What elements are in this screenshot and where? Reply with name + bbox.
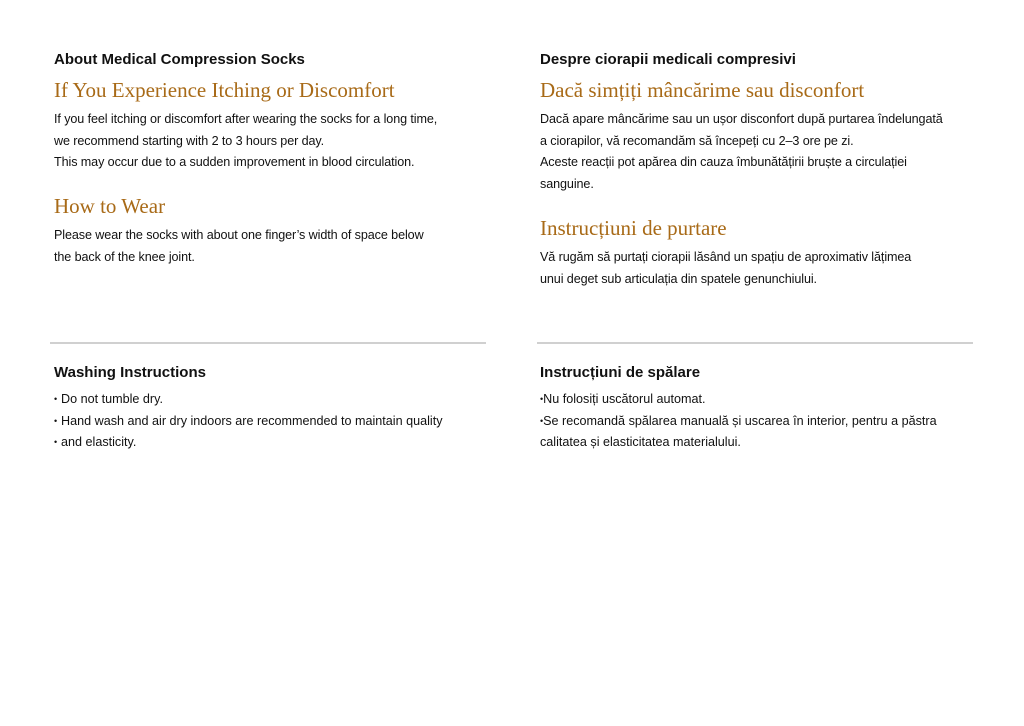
english-wear-line: Please wear the socks with about one finger’s width of space below [54,228,424,242]
bullet-dot-icon: • [540,394,544,404]
english-column [54,0,486,726]
list-item-text: Se recomandă spălarea manuală și uscarea în interior, pentru a păstra [543,413,937,428]
english-washing-list [54,389,443,454]
english-section-title: About Medical Compression Socks [54,51,305,68]
bullet-dot-icon: • [540,415,544,426]
english-itching-line: If you feel itching or discomfort after wearing the socks for a long time, [54,112,438,126]
english-wear-paragraph [54,225,424,268]
romanian-wear-line: Vă rugăm să purtați ciorapii lăsând un spațiu de aproximativ lățimea [540,250,912,264]
romanian-itching-line: Dacă apare mâncărime sau un ușor disconfort după purtarea îndelungată [540,112,943,126]
list-item-text: Nu folosiți uscătorul automat. [543,392,706,406]
list-item [540,411,937,433]
english-itching-line: we recommend starting with 2 to 3 hours per day. [54,133,325,148]
romanian-itching-paragraph [540,109,943,195]
list-item-continuation-text: and elasticity. [61,435,137,449]
romanian-wear-paragraph [540,247,911,290]
romanian-itching-line: sanguine. [540,176,594,191]
english-wear-heading: How to Wear [54,194,166,218]
english-itching-heading: If You Experience Itching or Discomfort [54,78,395,102]
english-washing-title: Washing Instructions [54,364,206,381]
romanian-itching-heading: Dacă simțiți mâncărime sau disconfort [540,78,865,102]
romanian-wear-heading: Instrucțiuni de purtare [540,216,727,240]
romanian-washing-list [540,389,937,454]
list-item: • Do not tumble dry. [54,389,443,411]
romanian-wear-line: unui deget sub articulația din spatele genunchiului. [540,271,817,286]
romanian-washing-title: Instrucțiuni de spălare [540,364,701,381]
list-item-continuation [540,432,937,454]
english-itching-paragraph [54,109,437,174]
list-item [540,389,937,411]
list-item-continuation [54,432,443,454]
romanian-itching-line: a ciorapilor, vă recomandăm să începeți cu 2–3 ore pe zi. [540,133,854,148]
english-divider [50,342,486,344]
list-item-continuation-text: calitatea și elasticitatea materialului. [540,435,741,449]
list-item: • Hand wash and air dry indoors are recommended to maintain quality [54,411,443,433]
english-wear-line: the back of the knee joint. [54,249,195,264]
romanian-itching-line: Aceste reacții pot apărea din cauza îmbunătățirii bruște a circulației [540,155,907,169]
romanian-section-title: Despre ciorapii medicali compresivi [540,51,796,68]
romanian-column [540,0,988,726]
romanian-divider [537,342,973,344]
english-itching-line: This may occur due to a sudden improvement in blood circulation. [54,155,415,169]
